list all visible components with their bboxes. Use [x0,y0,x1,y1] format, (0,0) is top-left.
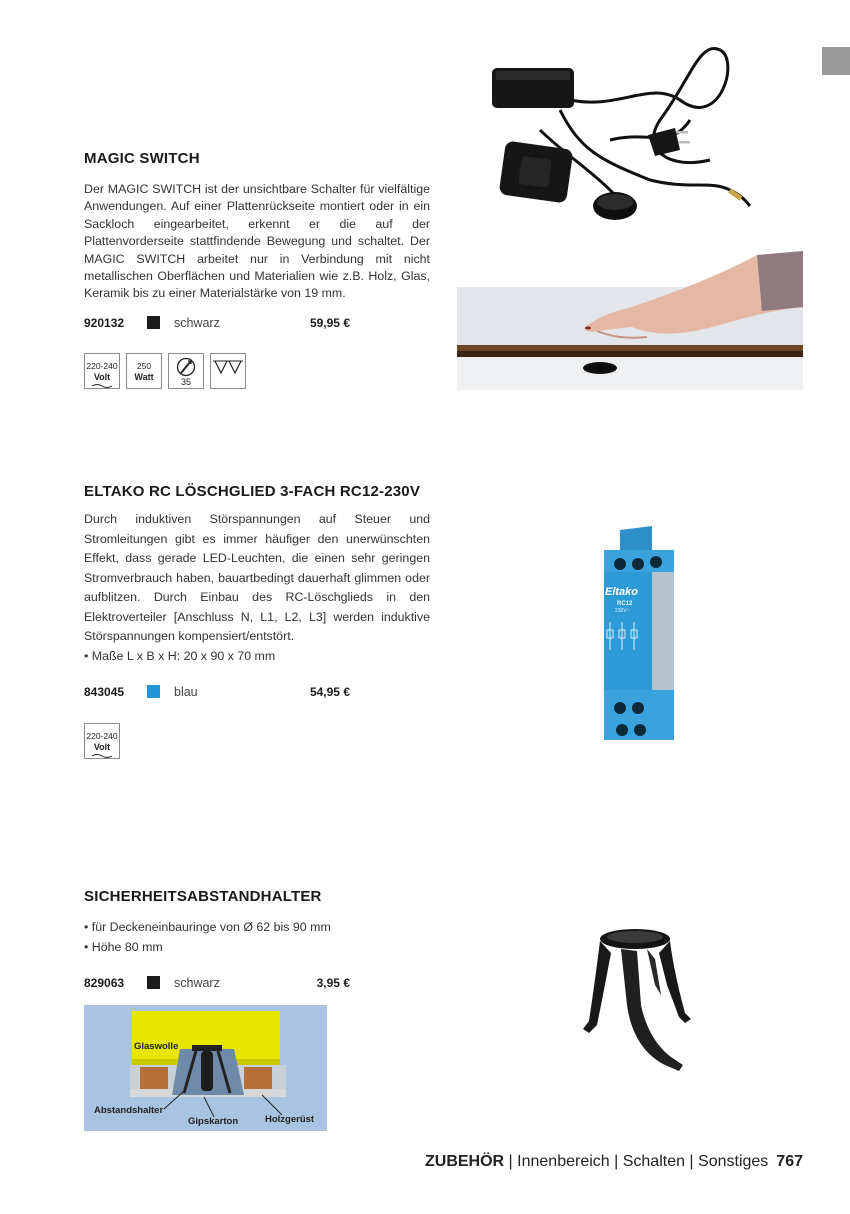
device-model-label: RC12 [617,601,633,607]
spec-item: • Maße L x B x H: 20 x 90 x 70 mm [84,647,430,667]
article-number: 920132 [84,316,125,330]
product-description: Durch induktiven Störspannungen auf Steuer und Stromleitungen gibt es immer häufiger den unerwünschten Effekt, dass gerade LED-Leuchten, die einen sehr geringen Stromverbrauch haben, bauartbedingt dauerhaft glimmen oder aufblitzen. Durch Einbau des RC-Löschglieds in den Elektroverteiler [Anschluss N, L1, L2, L3] werden induktive Störspannungen kompensiert/entstört. [84,512,430,643]
product-specs [84,918,430,957]
color-name: blau [174,685,198,699]
color-swatch [147,685,160,698]
product-description: Der MAGIC SWITCH ist der unsichtbare Schalter für vielfältige Anwendungen. Auf einer Plattenrückseite montiert oder in ein Sackloch eingearbeitet, erkennt er die auf der Plattenvorderseite stattfindende Bewegung und schaltet. Der MAGIC SWITCH arbeitet nur in Verbindung mit nicht metallischen Oberflächen und Materialien wie z.B. Holz, Glas, Keramik bis zu einer Materialstärke von 19 mm. [84,182,430,301]
section-tab-marker [822,47,850,75]
installation-diagram [84,1005,327,1131]
color-name: schwarz [174,976,220,990]
product-price: 59,95 € [309,316,350,330]
color-swatch [147,976,160,989]
product-title: ELTAKO RC LÖSCHGLIED 3-FACH RC12-230V [84,483,421,500]
product-title: MAGIC SWITCH [84,150,200,167]
voltage-icon: 220-240 Volt [84,723,120,759]
cable-length-icon: 35 [168,353,204,389]
label-board: Gipskarton [188,1116,239,1127]
product-price: 3,95 € [316,976,350,990]
eltako-device-photo [590,522,690,744]
safety-spacer-photo [575,925,695,1075]
magic-switch-photo [480,40,770,240]
spec-item: • Höhe 80 mm [84,938,430,958]
article-number: 829063 [84,976,125,990]
voltage-icon: 220-240 Volt [84,353,120,389]
label-frame: Holzgerüst [265,1114,315,1125]
page-footer [425,1153,803,1171]
mounting-symbol-icon [210,353,246,389]
product-price: 54,95 € [309,685,350,699]
hand-demo-photo [457,247,803,390]
device-voltage-label: 230V~ [615,608,630,614]
spec-item: • für Deckeneinbauringe von Ø 62 bis 90 mm [84,918,430,938]
article-number: 843045 [84,685,125,699]
product-title: SICHERHEITSABSTANDHALTER [84,888,322,905]
label-spacer: Abstandshalter [94,1105,164,1116]
footer-breadcrumb: | Innenbereich | Schalten | Sonstiges [504,1153,769,1170]
label-insulation: Glaswolle [134,1041,179,1052]
page-number: 767 [776,1153,803,1170]
color-swatch [147,316,160,329]
device-brand-label: Eltako [605,586,639,598]
product-specs [84,647,430,667]
color-name: schwarz [174,316,220,330]
footer-category: ZUBEHÖR [425,1153,505,1170]
wattage-icon: 250 Watt [126,353,162,389]
